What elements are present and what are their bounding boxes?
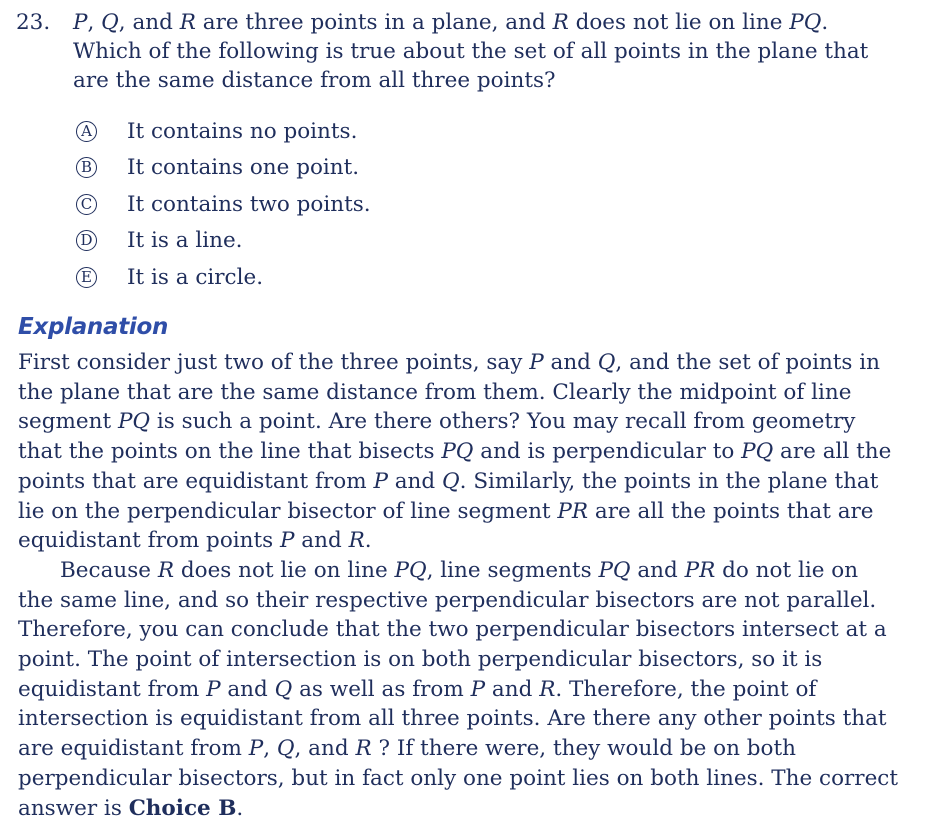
explanation-line: the plane that are the same distance from them. Clearly the midpoint of line [18, 379, 852, 405]
explanation-heading: Explanation [18, 314, 169, 340]
choice-a-letter-circle: A [76, 121, 97, 142]
question-block [16, 8, 916, 95]
explanation-line: First consider just two of the three points, say P and Q, and the set of points in [18, 350, 881, 375]
choice-a-text: It contains no points. [127, 118, 358, 144]
choice-d[interactable] [76, 223, 371, 260]
choice-c-letter-circle: C [76, 194, 97, 215]
explanation-line: equidistant from points P and R. [18, 528, 372, 554]
explanation-paragraph-2 [18, 556, 918, 823]
choice-d-text: It is a line. [127, 228, 243, 254]
explanation-line: point. The point of intersection is on both perpendicular bisectors, so it is [18, 647, 823, 673]
explanation-line: lie on the perpendicular bisector of line segment PR are all the points that are [18, 498, 874, 524]
explanation-line: perpendicular bisectors, but in fact only one point lies on both lines. The correct [18, 765, 898, 791]
question-line: are the same distance from all three points? [73, 68, 556, 93]
choice-b-text: It contains one point. [127, 155, 360, 181]
choice-a[interactable] [76, 113, 371, 150]
explanation-line: segment PQ is such a point. Are there others? You may recall from geometry [18, 409, 856, 435]
question-text [73, 8, 916, 95]
explanation-line: intersection is equidistant from all three points. Are there any other points that [18, 706, 887, 732]
explanation-body [18, 348, 918, 823]
explanation-answer-line: answer is Choice B. [18, 795, 244, 821]
explanation-line: Because R does not lie on line PQ, line segments PQ and PR do not lie on [60, 557, 859, 583]
explanation-line: are equidistant from P, Q, and R ? If there were, they would be on both [18, 736, 796, 762]
answer-choices [76, 113, 371, 296]
choice-e[interactable] [76, 259, 371, 296]
explanation-line: that the points on the line that bisects PQ and is perpendicular to PQ are all the [18, 439, 892, 465]
choice-b-letter-circle: B [76, 157, 97, 178]
explanation-paragraph-1 [18, 348, 918, 556]
question-number: 23. [16, 10, 51, 35]
choice-e-text: It is a circle. [127, 264, 264, 290]
choice-c-text: It contains two points. [127, 191, 371, 217]
explanation-line: points that are equidistant from P and Q. Similarly, the points in the plane that [18, 468, 879, 494]
question-line: Which of the following is true about the set of all points in the plane that [73, 39, 869, 64]
question-line: P, Q, and R are three points in a plane, and R does not lie on line PQ. [73, 10, 829, 35]
choice-b[interactable] [76, 150, 371, 187]
choice-c[interactable] [76, 186, 371, 223]
choice-d-letter-circle: D [76, 230, 97, 251]
explanation-line: Therefore, you can conclude that the two perpendicular bisectors intersect at a [18, 617, 887, 643]
explanation-line: equidistant from P and Q as well as from P and R. Therefore, the point of [18, 676, 817, 702]
choice-e-letter-circle: E [76, 267, 97, 288]
explanation-line: the same line, and so their respective perpendicular bisectors are not parallel. [18, 587, 877, 613]
